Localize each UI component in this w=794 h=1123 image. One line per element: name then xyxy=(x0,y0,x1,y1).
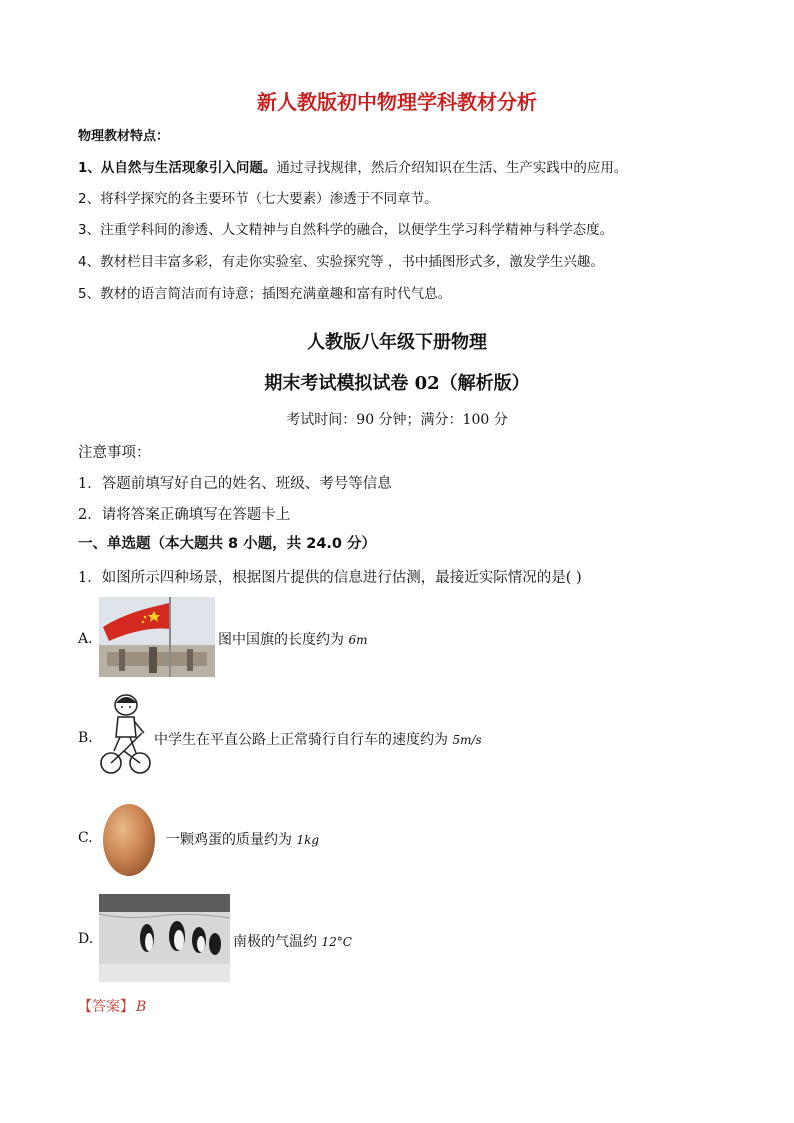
exam-title-line2: 期末考试模拟试卷 02（解析版） xyxy=(264,373,530,394)
answer-line xyxy=(78,996,146,1016)
penguins-image xyxy=(99,894,230,982)
option-letter-b: B. xyxy=(78,730,93,746)
option-unit-a: 6m xyxy=(348,633,368,647)
option-letter-c: C. xyxy=(78,830,93,846)
exam-title-line1: 人教版八年级下册物理 xyxy=(307,332,487,353)
question-stem: 1．如图所示四种场景，根据图片提供的信息进行估测，最接近实际情况的是( ) xyxy=(78,570,582,586)
page-title: 新人教版初中物理学科教材分析 xyxy=(257,90,537,114)
feature-item xyxy=(78,282,451,302)
option-unit-b: 5m/s xyxy=(452,733,482,747)
option-text-a: 图中国旗的长度约为 6m xyxy=(218,632,368,648)
option-text-b: 中学生在平直公路上正常骑行自行车的速度约为 5m/s xyxy=(154,732,482,748)
egg-image xyxy=(100,797,158,879)
option-unit-d: 12°C xyxy=(321,935,352,949)
feature-item xyxy=(78,187,438,207)
feature-item xyxy=(78,218,613,238)
note-item: 2．请将答案正确填写在答题卡上 xyxy=(78,507,291,523)
option-unit-c: 1kg xyxy=(296,833,320,847)
feature-item xyxy=(78,156,627,176)
flag-image xyxy=(99,597,215,677)
cyclist-image xyxy=(100,691,152,779)
option-text-c: 一颗鸡蛋的质量约为 1kg xyxy=(166,832,320,848)
option-letter-d: D. xyxy=(78,931,94,947)
notes-heading: 注意事项： xyxy=(78,445,151,461)
feature-bold: 1、从自然与生活现象引入问题。 xyxy=(78,160,277,176)
note-item: 1．答题前填写好自己的姓名、班级、考号等信息 xyxy=(78,476,392,492)
feature-text: 3、注重学科间的渗透、人文精神与自然科学的融合，以便学生学习科学精神与科学态度。 xyxy=(78,222,614,238)
feature-text: 5、教材的语言简洁而有诗意；插图充满童趣和富有时代气息。 xyxy=(78,286,452,302)
feature-text: 2、将科学探究的各主要环节（七大要素）渗透于不同章节。 xyxy=(78,191,438,207)
feature-text: 通过寻找规律，然后介绍知识在生活、生产实践中的应用。 xyxy=(276,160,628,176)
option-text-d: 南极的气温约 12°C xyxy=(233,934,352,950)
exam-info: 考试时间：90 分钟；满分：100 分 xyxy=(286,412,508,428)
features-heading: 物理教材特点： xyxy=(78,129,170,144)
section-heading: 一、单选题（本大题共 8 小题，共 24.0 分） xyxy=(78,536,377,552)
feature-item xyxy=(78,250,604,270)
feature-text: 4、教材栏目丰富多彩，有走你实验室、实验探究等 ，书中插图形式多，激发学生兴趣。 xyxy=(78,254,604,270)
answer-label: 【答案】 xyxy=(78,999,134,1015)
answer-value: B xyxy=(136,999,147,1015)
option-letter-a: A. xyxy=(78,631,93,647)
